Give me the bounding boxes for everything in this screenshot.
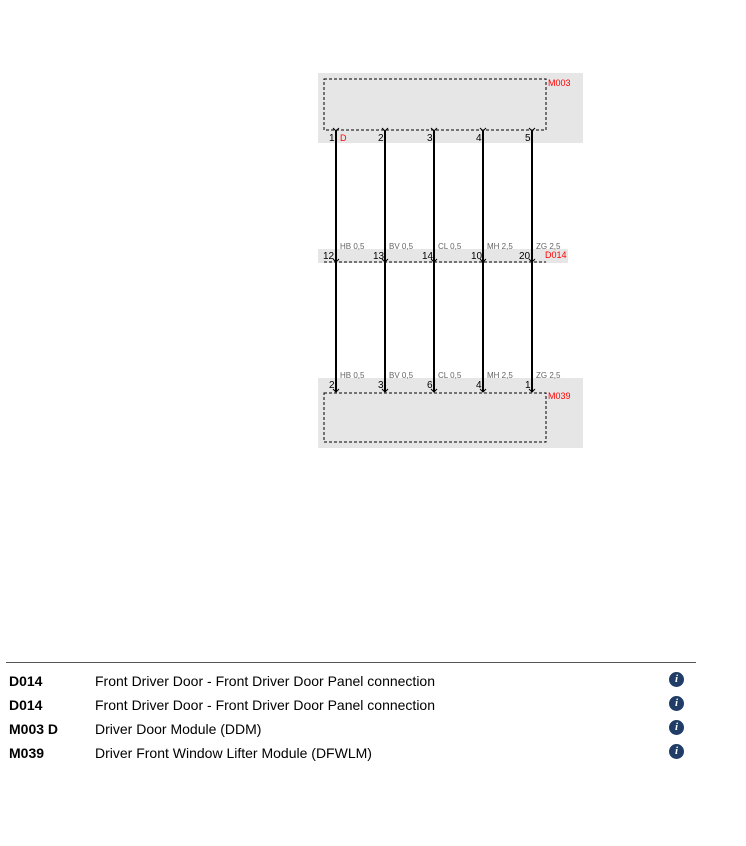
wire-label-lower-2: BV 0,5 — [389, 371, 414, 380]
wire-label-upper-4: MH 2,5 — [487, 242, 513, 251]
d014-pin-10: 10 — [471, 251, 483, 262]
legend-description: Driver Door Module (DDM) — [95, 721, 262, 737]
component-m039-box — [318, 378, 583, 448]
m039-pin-2: 2 — [329, 380, 335, 391]
wire-label-upper-1: HB 0,5 — [340, 242, 365, 251]
m039-pin-3: 3 — [378, 380, 384, 391]
legend-code[interactable]: M039 — [9, 745, 45, 761]
legend-description: Front Driver Door - Front Driver Door Panel connection — [95, 697, 436, 713]
legend-code[interactable]: D014 — [9, 697, 43, 713]
wire-label-lower-1: HB 0,5 — [340, 371, 365, 380]
m003-pin-2: 2 — [378, 133, 384, 144]
m039-pin-6: 6 — [427, 380, 433, 391]
legend-code[interactable]: D014 — [9, 673, 43, 689]
m039-pin-4: 4 — [476, 380, 482, 391]
d014-pin-13: 13 — [373, 251, 385, 262]
m003-pin-4: 4 — [476, 133, 482, 144]
info-icon[interactable]: i — [669, 696, 684, 711]
connector-d014-label[interactable]: D014 — [545, 250, 567, 260]
component-legend — [6, 662, 696, 759]
connector-m003-label[interactable]: M003 — [548, 78, 571, 88]
wire-label-lower-3: CL 0,5 — [438, 371, 462, 380]
info-icon[interactable]: i — [669, 744, 684, 759]
m003-pin-3: 3 — [427, 133, 433, 144]
info-icon[interactable]: i — [669, 720, 684, 735]
legend-description: Driver Front Window Lifter Module (DFWLM) — [95, 745, 372, 761]
component-m003-box — [318, 73, 583, 143]
wire-label-lower-5: ZG 2,5 — [536, 371, 561, 380]
info-icon[interactable]: i — [669, 672, 684, 687]
d014-pin-12: 12 — [323, 251, 335, 262]
wire-label-upper-3: CL 0,5 — [438, 242, 462, 251]
legend-row — [6, 663, 696, 687]
m003-pin-1: 1 — [329, 133, 335, 144]
legend-row — [6, 687, 696, 711]
m039-pin-1: 1 — [525, 380, 531, 391]
d014-pin-20: 20 — [519, 251, 531, 262]
wire-label-upper-2: BV 0,5 — [389, 242, 414, 251]
legend-description: Front Driver Door - Front Driver Door Panel connection — [95, 673, 436, 689]
connector-m039-label[interactable]: M039 — [548, 391, 571, 401]
legend-row — [6, 735, 696, 759]
legend-code[interactable]: M003 D — [9, 721, 59, 737]
m003-pin-5: 5 — [525, 133, 531, 144]
m003-pin-sublabel: D — [340, 133, 347, 143]
legend-row — [6, 711, 696, 735]
wire-label-lower-4: MH 2,5 — [487, 371, 513, 380]
d014-pin-14: 14 — [422, 251, 434, 262]
wire-label-upper-5: ZG 2,5 — [536, 242, 561, 251]
